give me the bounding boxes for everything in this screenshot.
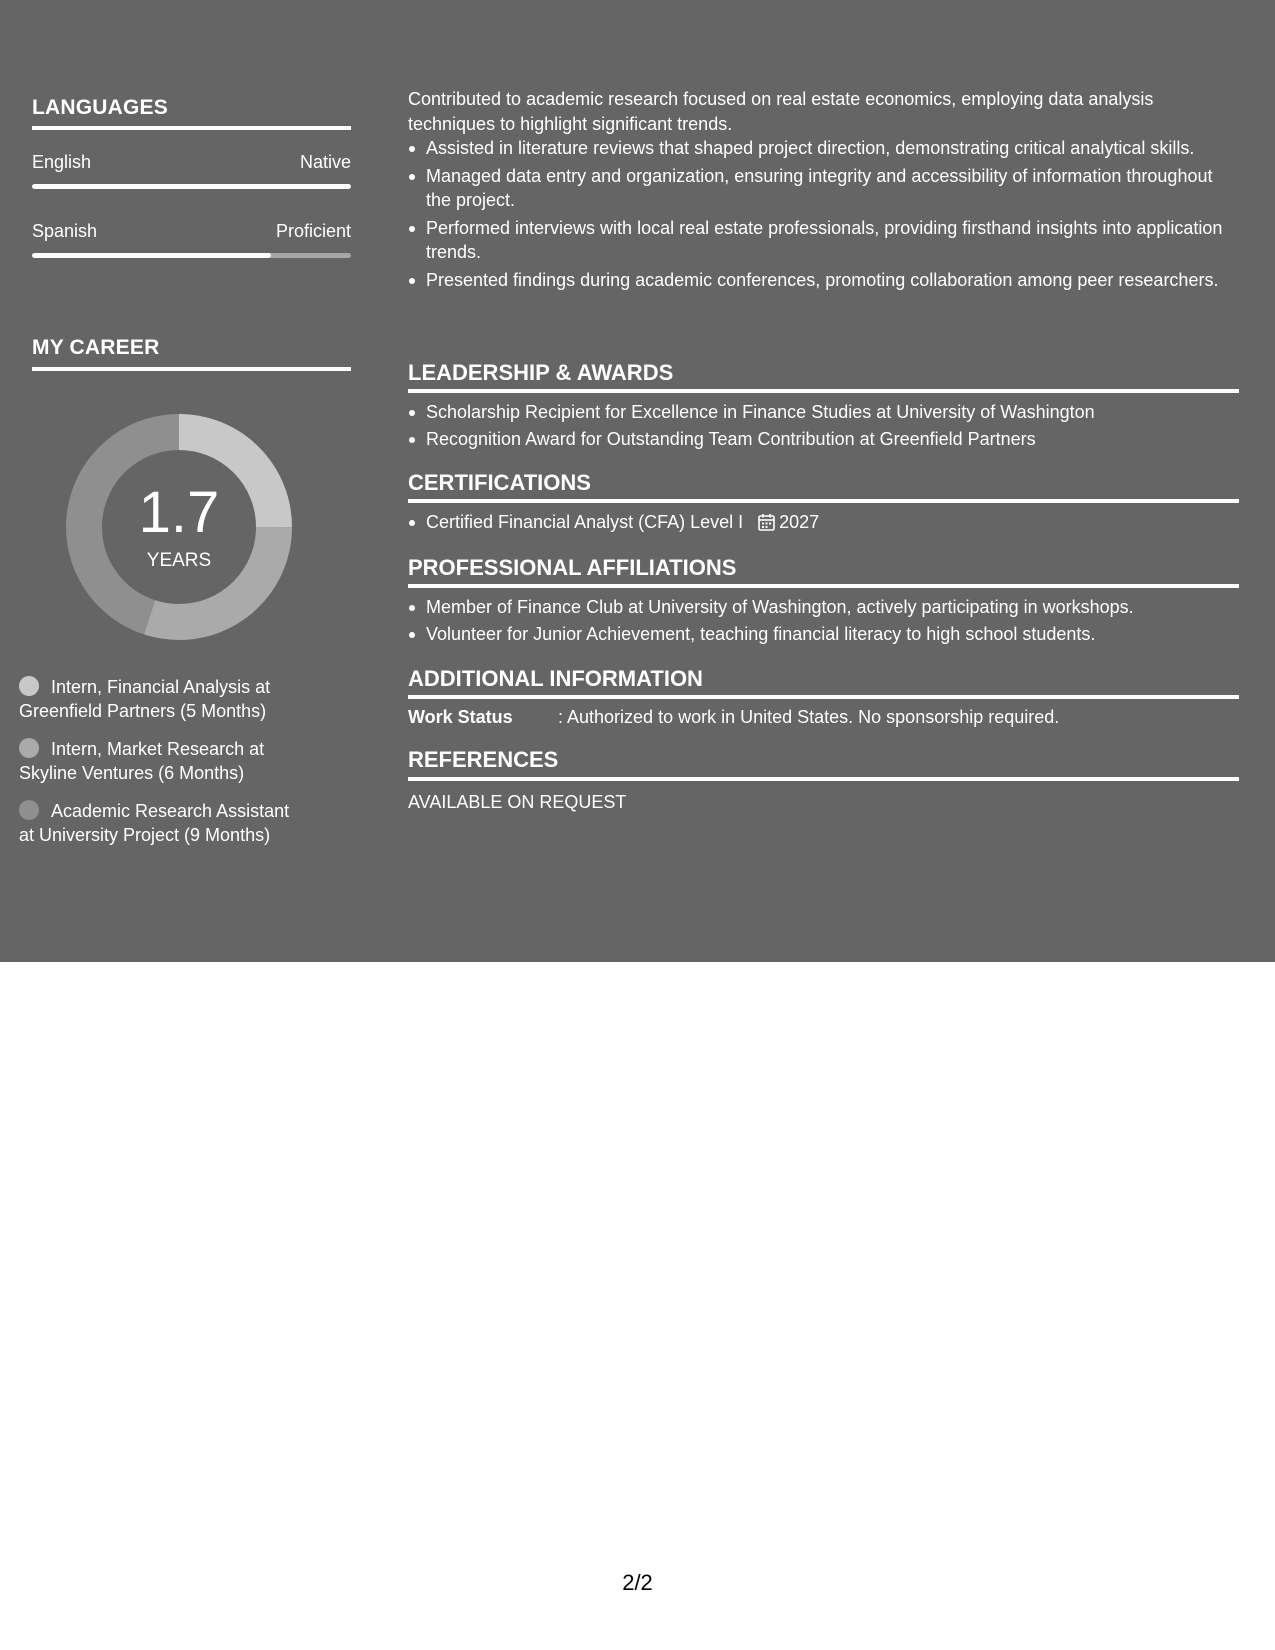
language-bar-fill [32, 184, 351, 189]
career-legend-label: Academic Research Assistant at University Project (9 Months) [19, 801, 290, 845]
calendar-icon [758, 513, 775, 531]
career-title: MY CAREER [32, 336, 160, 359]
experience-bullets [408, 136, 1226, 292]
career-total-unit: YEARS [146, 550, 212, 571]
work-status-value: : Authorized to work in United States. No sponsorship required. [558, 707, 1060, 727]
experience-bullet: Presented findings during academic conferences, promoting collaboration among peer researchers. [426, 268, 1226, 293]
references-title: REFERENCES [408, 747, 559, 772]
references-title-rule [408, 777, 1239, 781]
leadership-item: Recognition Award for Outstanding Team Contribution at Greenfield Partners [426, 427, 1226, 452]
additional-info-title: ADDITIONAL INFORMATION [408, 666, 703, 691]
career-total-value: 1.7 [138, 480, 220, 545]
language-name: Spanish [32, 221, 98, 241]
leadership-list [408, 400, 1226, 451]
references-text: AVAILABLE ON REQUEST [408, 792, 627, 812]
page-number: 2/2 [622, 1570, 653, 1595]
career-legend-label: Intern, Financial Analysis at Greenfield Partners (5 Months) [19, 677, 271, 721]
experience-summary: Contributed to academic research focused on real estate economics, employing data analysis techniques to highlight significant trends. [408, 89, 1154, 134]
legend-dot [19, 800, 39, 820]
career-title-rule [32, 367, 351, 371]
certification-item [426, 510, 1226, 535]
legend-dot [19, 676, 39, 696]
career-donut-chart [64, 412, 294, 642]
languages-title-rule [32, 126, 351, 130]
career-legend-label: Intern, Market Research at Skyline Ventures (6 Months) [19, 739, 265, 783]
language-name: English [32, 152, 92, 172]
work-status-label: Work Status [408, 707, 513, 727]
affiliations-title: PROFESSIONAL AFFILIATIONS [408, 555, 737, 580]
experience-bullet: Assisted in literature reviews that shaped project direction, demonstrating critical analytical skills. [426, 136, 1226, 161]
certifications-title-rule [408, 499, 1239, 503]
language-bar-spanish [32, 253, 351, 258]
affiliations-list [408, 595, 1226, 646]
experience-bullet: Managed data entry and organization, ensuring integrity and accessibility of information throughout the project. [426, 164, 1226, 213]
certification-name: Certified Financial Analyst (CFA) Level I [426, 512, 744, 532]
career-legend-item [19, 799, 309, 847]
language-level: Proficient [275, 221, 351, 241]
certifications-list [408, 510, 1226, 535]
certification-year: 2027 [779, 512, 820, 532]
language-bar-english [32, 184, 351, 189]
leadership-title-rule [408, 389, 1239, 393]
leadership-item: Scholarship Recipient for Excellence in Finance Studies at University of Washington [426, 400, 1226, 425]
career-legend-item [19, 737, 309, 785]
affiliation-item: Member of Finance Club at University of Washington, actively participating in workshops. [426, 595, 1226, 620]
leadership-title: LEADERSHIP & AWARDS [408, 360, 674, 385]
experience-bullet: Performed interviews with local real estate professionals, providing firsthand insights into application trends. [426, 216, 1226, 265]
certifications-title: CERTIFICATIONS [408, 470, 591, 495]
language-level: Native [299, 152, 351, 172]
affiliation-item: Volunteer for Junior Achievement, teaching financial literacy to high school students. [426, 622, 1226, 647]
career-legend-item [19, 675, 309, 723]
affiliations-title-rule [408, 584, 1239, 588]
languages-title: LANGUAGES [32, 96, 168, 119]
legend-dot [19, 738, 39, 758]
additional-info-title-rule [408, 695, 1239, 699]
language-bar-fill [32, 253, 271, 258]
